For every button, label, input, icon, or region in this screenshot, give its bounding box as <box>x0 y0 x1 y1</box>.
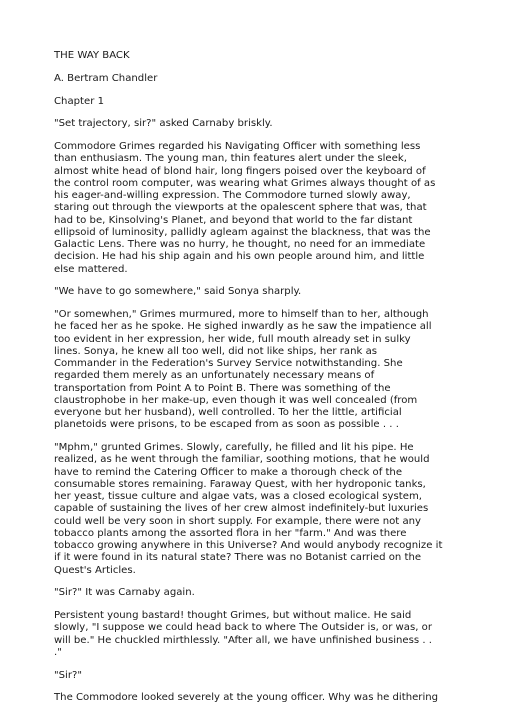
text-line: "Or somewhen," Grimes murmured, more to himself than to her, although <box>54 309 429 320</box>
text-line: realized, as he went through the familiar, soothing motions, that he would <box>54 454 430 466</box>
text-line: Quest's Articles. <box>54 564 136 576</box>
text-line: lines. Sonya, he knew all too well, did not like ships, her rank as <box>54 345 378 357</box>
chapter-heading: Chapter 1 <box>54 95 104 107</box>
text-line: claustrophobe in her make-up, even though it was well concealed (from <box>54 394 418 406</box>
paragraph <box>54 141 484 276</box>
text-line: capable of sustaining the lives of her crew almost indefinitely-but luxuries <box>54 503 429 515</box>
text-line: Commodore Grimes regarded his Navigating Officer with something less <box>54 141 421 152</box>
text-line: Commander in the Federation's Survey Service notwithstanding. She <box>54 358 403 369</box>
paragraph <box>54 286 484 298</box>
text-line: Persistent young bastard! thought Grimes, but without malice. He said <box>54 610 412 621</box>
body-text <box>54 118 484 704</box>
text-line: decision. He had his ship again and his own people around him, and little <box>54 251 425 263</box>
paragraph <box>54 309 484 432</box>
text-line: tobacco growing anywhere in this Universe? And would anybody recognize it <box>54 540 443 551</box>
document-author: A. Bertram Chandler <box>54 72 158 84</box>
text-line: "Sir?" <box>54 669 83 681</box>
text-line: "Set trajectory, sir?" asked Carnaby briskly. <box>54 118 273 130</box>
text-line: "Sir?" It was Carnaby again. <box>54 587 195 599</box>
paragraph <box>54 692 484 704</box>
text-line: regarded them merely as an unfortunately necessary means of <box>54 370 375 382</box>
text-line: transportation from Point A to Point B. There was something of the <box>54 382 391 394</box>
text-line: else mattered. <box>54 263 128 275</box>
text-line: he faced her as he spoke. He sighed inwardly as he saw the impatience all <box>54 321 432 333</box>
text-line: The Commodore looked severely at the young officer. Why was he dithering <box>54 692 439 704</box>
document-title: THE WAY BACK <box>54 50 130 61</box>
text-line: the control room computer, was wearing what Grimes always thought of as <box>54 177 436 189</box>
text-line: slowly, "I suppose we could head back to where The Outsider is, or was, or <box>54 622 432 634</box>
text-line: planetoids were prisons, to be escaped from as soon as possible . . . <box>54 419 399 431</box>
text-line: consumable stores remaining. Faraway Quest, with her hydroponic tanks, <box>54 478 426 490</box>
text-line: too evident in her expression, her wide, full mouth already set in sulky <box>54 333 411 345</box>
text-line: ellipsoid of luminosity, pallidly agleam against the blackness, that was the <box>54 226 431 238</box>
text-line: tobacco plants among the assorted flora in her "farm." And was there <box>54 527 407 539</box>
paragraph <box>54 442 484 577</box>
paragraph <box>54 587 484 599</box>
text-line: everyone but her husband), well controlled. To her the little, artificial <box>54 407 402 418</box>
text-line: his eager-and-willing expression. The Commodore turned slowly away, <box>54 190 411 201</box>
text-line: her yeast, tissue culture and algae vats, was a closed ecological system, <box>54 491 422 502</box>
paragraph <box>54 118 484 130</box>
text-line: than enthusiasm. The young man, thin features alert under the sleek, <box>54 153 407 165</box>
paragraph <box>54 670 484 682</box>
document-page <box>54 50 484 715</box>
text-line: had to be, Kinsolving's Planet, and beyond that world to the far distant <box>54 214 413 226</box>
text-line: will be." He chuckled mirthlessly. "After all, we have unfinished business . . <box>54 634 432 646</box>
text-line: ." <box>54 646 62 658</box>
text-line: if it were found in its natural state? There was no Botanist carried on the <box>54 552 422 564</box>
text-line: almost white head of blond hair, long fingers poised over the keyboard of <box>54 165 426 177</box>
text-line: have to remind the Catering Officer to make a thorough check of the <box>54 466 403 478</box>
text-line: staring out through the viewports at the opalescent sphere that was, that <box>54 202 427 214</box>
paragraph <box>54 610 484 659</box>
text-line: "Mphm," grunted Grimes. Slowly, carefully, he filled and lit his pipe. He <box>54 442 414 453</box>
text-line: could well be very soon in short supply. For example, there were not any <box>54 515 422 527</box>
text-line: Galactic Lens. There was no hurry, he thought, no need for an immediate <box>54 239 426 250</box>
text-line: "We have to go somewhere," said Sonya sharply. <box>54 286 302 298</box>
